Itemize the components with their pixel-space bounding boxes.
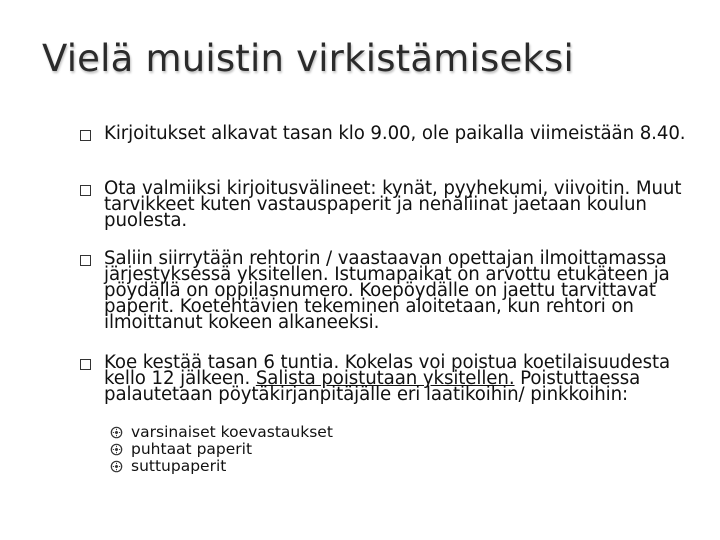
bullet-text	[104, 352, 694, 405]
sun-bullet-icon	[110, 443, 123, 456]
bullet-text: Saliin siirrytään rehtorin / vaastaavan opettajan ilmoittamassa järjestyksessä yksitellen. Istumapaikat on arvottu etukäteen ja pöydällä on oppilasnumero. Koepöydälle on jaettu tarvittavat paperit. Koetehtävien tekeminen aloitetaan, kun rehtori on ilmoittanut kokeen alkaneeksi.	[104, 248, 670, 333]
sub-list-text: suttupaperit	[131, 457, 227, 475]
bullet-text-part: Poistuttaessa palautetaan pöytäkirjanpitäjälle eri laatikoihin/ pinkkoihin:	[104, 368, 641, 405]
sub-list-text: puhtaat paperit	[131, 440, 253, 458]
square-bullet-icon	[80, 185, 91, 196]
bullet-text-part: Koe kestää tasan 6 tuntia. Kokelas voi poistua koetilaisuudesta kello 12 jälkeen.	[104, 352, 671, 389]
square-bullet-icon	[80, 130, 91, 141]
bullet-text: Ota valmiiksi kirjoitusvälineet: kynät, pyyhekumi, viivoitin. Muut tarvikkeet kuten vastauspaperit ja nenäliinat jaetaan koulun puolesta.	[104, 178, 682, 231]
sun-bullet-icon	[110, 426, 123, 439]
square-bullet-icon	[80, 255, 91, 266]
bullet-text-underlined: Salista poistutaan yksitellen.	[255, 368, 515, 389]
sub-list-text: varsinaiset koevastaukset	[131, 423, 333, 441]
slide-title: Vielä muistin virkistämiseksi	[42, 37, 575, 80]
square-bullet-icon	[80, 359, 91, 370]
sun-bullet-icon	[110, 460, 123, 473]
bullet-text: Kirjoitukset alkavat tasan klo 9.00, ole paikalla viimeistään 8.40.	[104, 123, 686, 144]
